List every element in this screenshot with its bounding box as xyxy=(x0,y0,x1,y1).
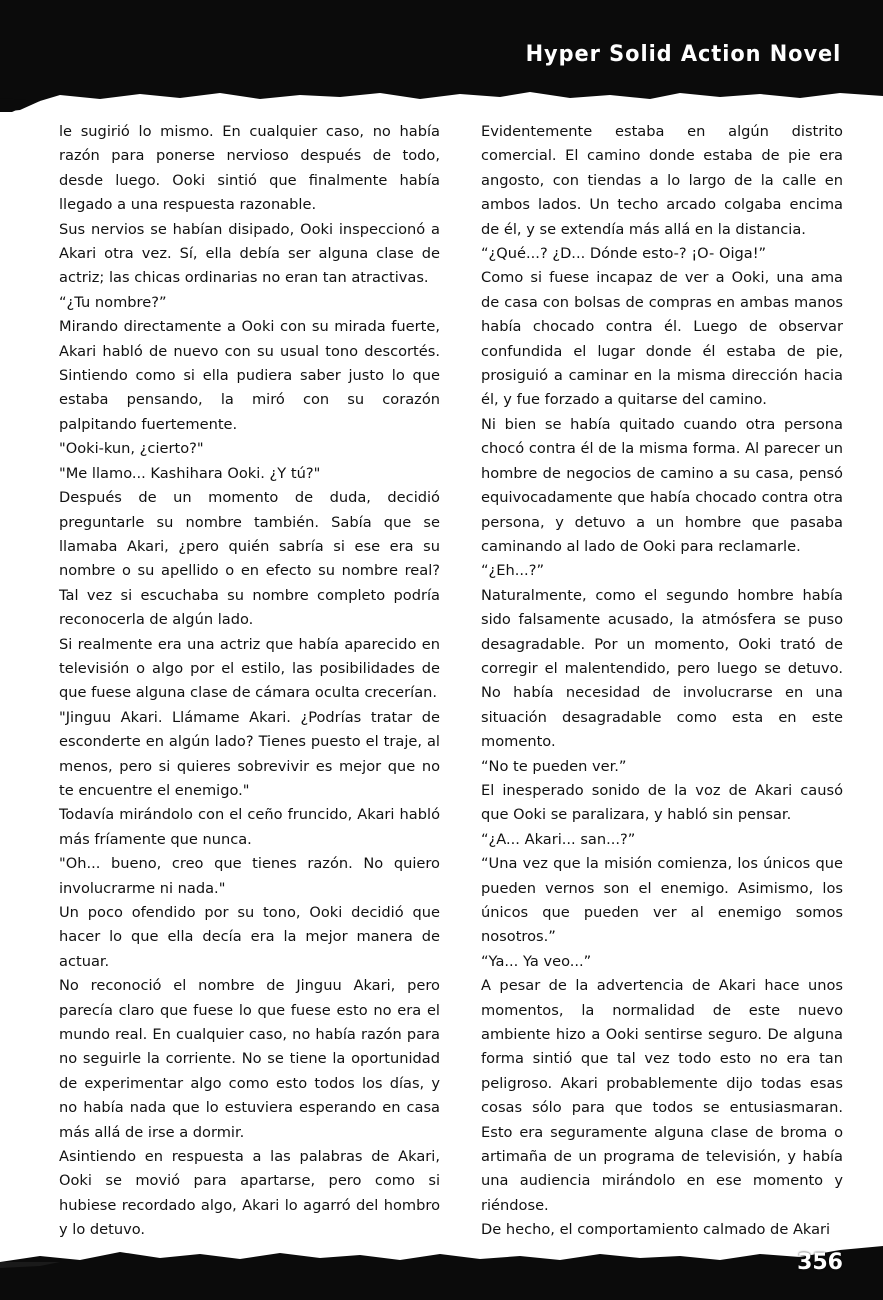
paragraph: “¿Eh...?” xyxy=(481,562,544,580)
paragraph: Si realmente era una actriz que había aparecido en televisión o algo por el estilo, las posibilidades de que fuese alguna clase de cámara oculta crecerían. xyxy=(59,635,440,702)
paragraph: "Jinguu Akari. Llámame Akari. ¿Podrías tratar de esconderte en algún lado? Tienes puesto el traje, al menos, pero si quieres sobrevivir es mejor que no te encuentre el enemigo." xyxy=(59,708,440,799)
footer-band xyxy=(0,1232,883,1300)
paragraph: Sus nervios se habían disipado, Ooki inspeccionó a Akari otra vez. Sí, ella debía ser alguna clase de actriz; las chicas ordinarias no eran tan atractivas. xyxy=(59,220,440,287)
torn-paper-footer-graphic xyxy=(0,1232,883,1300)
paragraph: "Me llamo... Kashihara Ooki. ¿Y tú?" xyxy=(59,464,321,482)
text-column-right xyxy=(481,120,843,1243)
paragraph: "Ooki-kun, ¿cierto?" xyxy=(59,440,204,458)
paragraph: Mirando directamente a Ooki con su mirada fuerte, Akari habló de nuevo con su usual tono descortés. Sintiendo como si ella pudiera saber justo lo que estaba pensando, la miró con su corazón palpitando fuertemente. xyxy=(59,318,440,433)
paragraph: Como si fuese incapaz de ver a Ooki, una ama de casa con bolsas de compras en ambas manos había chocado contra él. Luego de observar confundida el lugar donde él estaba de pie, prosiguió a caminar en la misma dirección hacia él, y fue forzado a quitarse del camino. xyxy=(481,269,843,409)
text-column-left xyxy=(59,120,440,1243)
paragraph: Después de un momento de duda, decidió preguntarle su nombre también. Sabía que se llamaba Akari, ¿pero quién sabría si ese era su nombre o su apellido o en efecto su nombre real? Tal vez si escuchaba su nombre completo podría reconocerla de algún lado. xyxy=(59,489,440,629)
paragraph: Asintiendo en respuesta a las palabras de Akari, Ooki se movió para apartarse, pero como si hubiese recordado algo, Akari lo agarró del hombro y lo detuvo. xyxy=(59,1148,440,1239)
paragraph: “¿Qué...? ¿D... Dónde esto-? ¡O- Oiga!” xyxy=(481,245,767,263)
series-title: Hyper Solid Action Novel xyxy=(525,42,841,67)
paragraph: “¿Tu nombre?” xyxy=(59,293,167,311)
paragraph: A pesar de la advertencia de Akari hace unos momentos, la normalidad de este nuevo ambiente hizo a Ooki sentirse seguro. De alguna forma sintió que tal vez todo esto no era tan peligroso. Akari probablemente dijo todas esas cosas sólo para que todos se entusiasmaran. Esto era seguramente alguna clase de broma o artimaña de un programa de televisión, y había una audiencia mirándolo en ese momento y riéndose. xyxy=(481,977,843,1214)
paragraph: “¿A... Akari... san...?” xyxy=(481,830,636,848)
paragraph: De hecho, el comportamiento calmado de Akari xyxy=(481,1221,831,1239)
page-number: 356 xyxy=(797,1250,843,1275)
paragraph: le sugirió lo mismo. En cualquier caso, no había razón para ponerse nervioso después de todo, desde luego. Ooki sintió que finalmente había llegado a una respuesta razonable. xyxy=(59,123,440,214)
paragraph: Evidentemente estaba en algún distrito comercial. El camino donde estaba de pie era angosto, con tiendas a lo largo de la calle en ambos lados. Un techo arcado colgaba encima de él, y se extendía más allá en la distancia. xyxy=(481,123,843,238)
paragraph: Ni bien se había quitado cuando otra persona chocó contra él de la misma forma. Al parecer un hombre de negocios de camino a su casa, pensó equivocadamente que había chocado contra otra persona, y detuvo a un hombre que pasaba caminando al lado de Ooki para reclamarle. xyxy=(481,415,843,555)
paragraph: “Ya... Ya veo...” xyxy=(481,952,592,970)
paragraph: “No te pueden ver.” xyxy=(481,757,627,775)
paragraph: "Oh... bueno, creo que tienes razón. No quiero involucrarme ni nada." xyxy=(59,855,440,897)
paragraph: Naturalmente, como el segundo hombre había sido falsamente acusado, la atmósfera se puso desagradable. Por un momento, Ooki trató de corregir el malentendido, pero luego se detuvo. No había necesidad de involucrarse en una situación desagradable como esta en este momento. xyxy=(481,586,843,751)
paragraph: Un poco ofendido por su tono, Ooki decidió que hacer lo que ella decía era la mejor manera de actuar. xyxy=(59,904,440,970)
paragraph: El inesperado sonido de la voz de Akari causó que Ooki se paralizara, y habló sin pensar. xyxy=(481,781,843,824)
paragraph: No reconoció el nombre de Jinguu Akari, pero parecía claro que fuese lo que fuese esto no era el mundo real. En cualquier caso, no había razón para no seguirle la corriente. No se tiene la oportunidad de experimentar algo como esto todos los días, y no había nada que lo estuviera esperando en casa más allá de irse a dormir. xyxy=(59,977,440,1141)
paragraph: “Una vez que la misión comienza, los únicos que pueden vernos son el enemigo. Asimismo, los únicos que pueden ver al enemigo somos nosotros.” xyxy=(481,855,843,946)
paragraph: Todavía mirándolo con el ceño fruncido, Akari habló más fríamente que nunca. xyxy=(59,806,440,848)
